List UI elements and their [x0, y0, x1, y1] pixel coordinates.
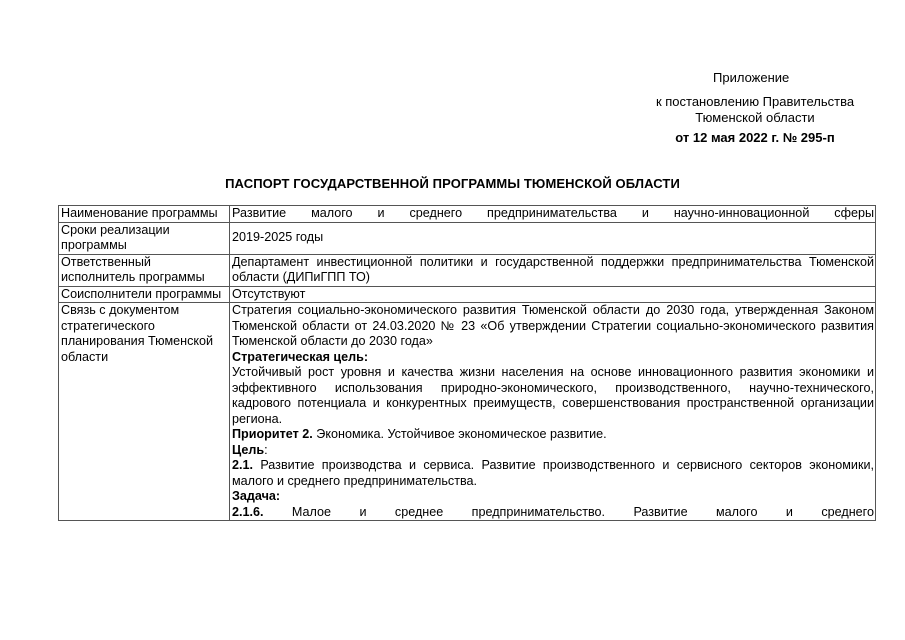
row-value: [230, 303, 876, 521]
row-label: Ответственный исполнитель программы: [59, 254, 230, 286]
row-value: Департамент инвестиционной политики и государственной поддержки предпринимательства Тюменской области (ДИПиГПП ТО): [230, 254, 876, 286]
aim-text: 2.1. Развитие производства и сервиса. Развитие производственного и сервисного секторов экономики, малого и среднего предпринимательства.: [232, 458, 874, 488]
row-label: Связь с документом стратегического планирования Тюменской области: [59, 303, 230, 521]
goal-text: Устойчивый рост уровня и качества жизни населения на основе инновационного развития экономики и эффективного использования природно-экономического, производственного, научно-технического, кадрового потенциала и конкурентных преимуществ, совершенствования пространственной организации региона.: [232, 365, 874, 426]
goal-heading: Стратегическая цель:: [232, 349, 369, 364]
program-name: Развитие малого и среднего предпринимательства и научно-инновационной сферы: [232, 206, 874, 220]
table-row: [59, 286, 876, 303]
table-row: [59, 303, 876, 521]
aim-heading: Цель:: [232, 442, 268, 457]
row-label: Сроки реализации программы: [59, 222, 230, 254]
task-heading: Задача:: [232, 489, 281, 503]
row-value: 2019-2025 годы: [230, 222, 876, 254]
table-row: [59, 254, 876, 286]
document-title: ПАСПОРТ ГОСУДАРСТВЕННОЙ ПРОГРАММЫ ТЮМЕНСКОЙ ОБЛАСТИ: [225, 176, 680, 191]
appendix-label: Приложение: [713, 70, 790, 85]
appendix-date: от 12 мая 2022 г. № 295-п: [675, 130, 835, 145]
priority: Приоритет 2. Экономика. Устойчивое экономическое развитие.: [232, 427, 607, 441]
appendix-decree: к постановлению Правительства Тюменской области: [655, 94, 855, 125]
strategy-reference: Стратегия социально-экономического развития Тюменской области до 2030 года, утвержденная Законом Тюменской области от 24.03.2020 № 23 «Об утверждении Стратегии социально-экономического развития Тюменской области до 2030 года»: [232, 303, 874, 348]
table-row: [59, 206, 876, 223]
row-value: Отсутствуют: [230, 286, 876, 303]
row-value: [230, 206, 876, 223]
task-text: 2.1.6. Малое и среднее предпринимательство. Развитие малого и среднего: [232, 504, 874, 519]
passport-table: [58, 205, 876, 521]
table-row: [59, 222, 876, 254]
row-label: Наименование программы: [59, 206, 230, 223]
row-label: Соисполнители программы: [59, 286, 230, 303]
